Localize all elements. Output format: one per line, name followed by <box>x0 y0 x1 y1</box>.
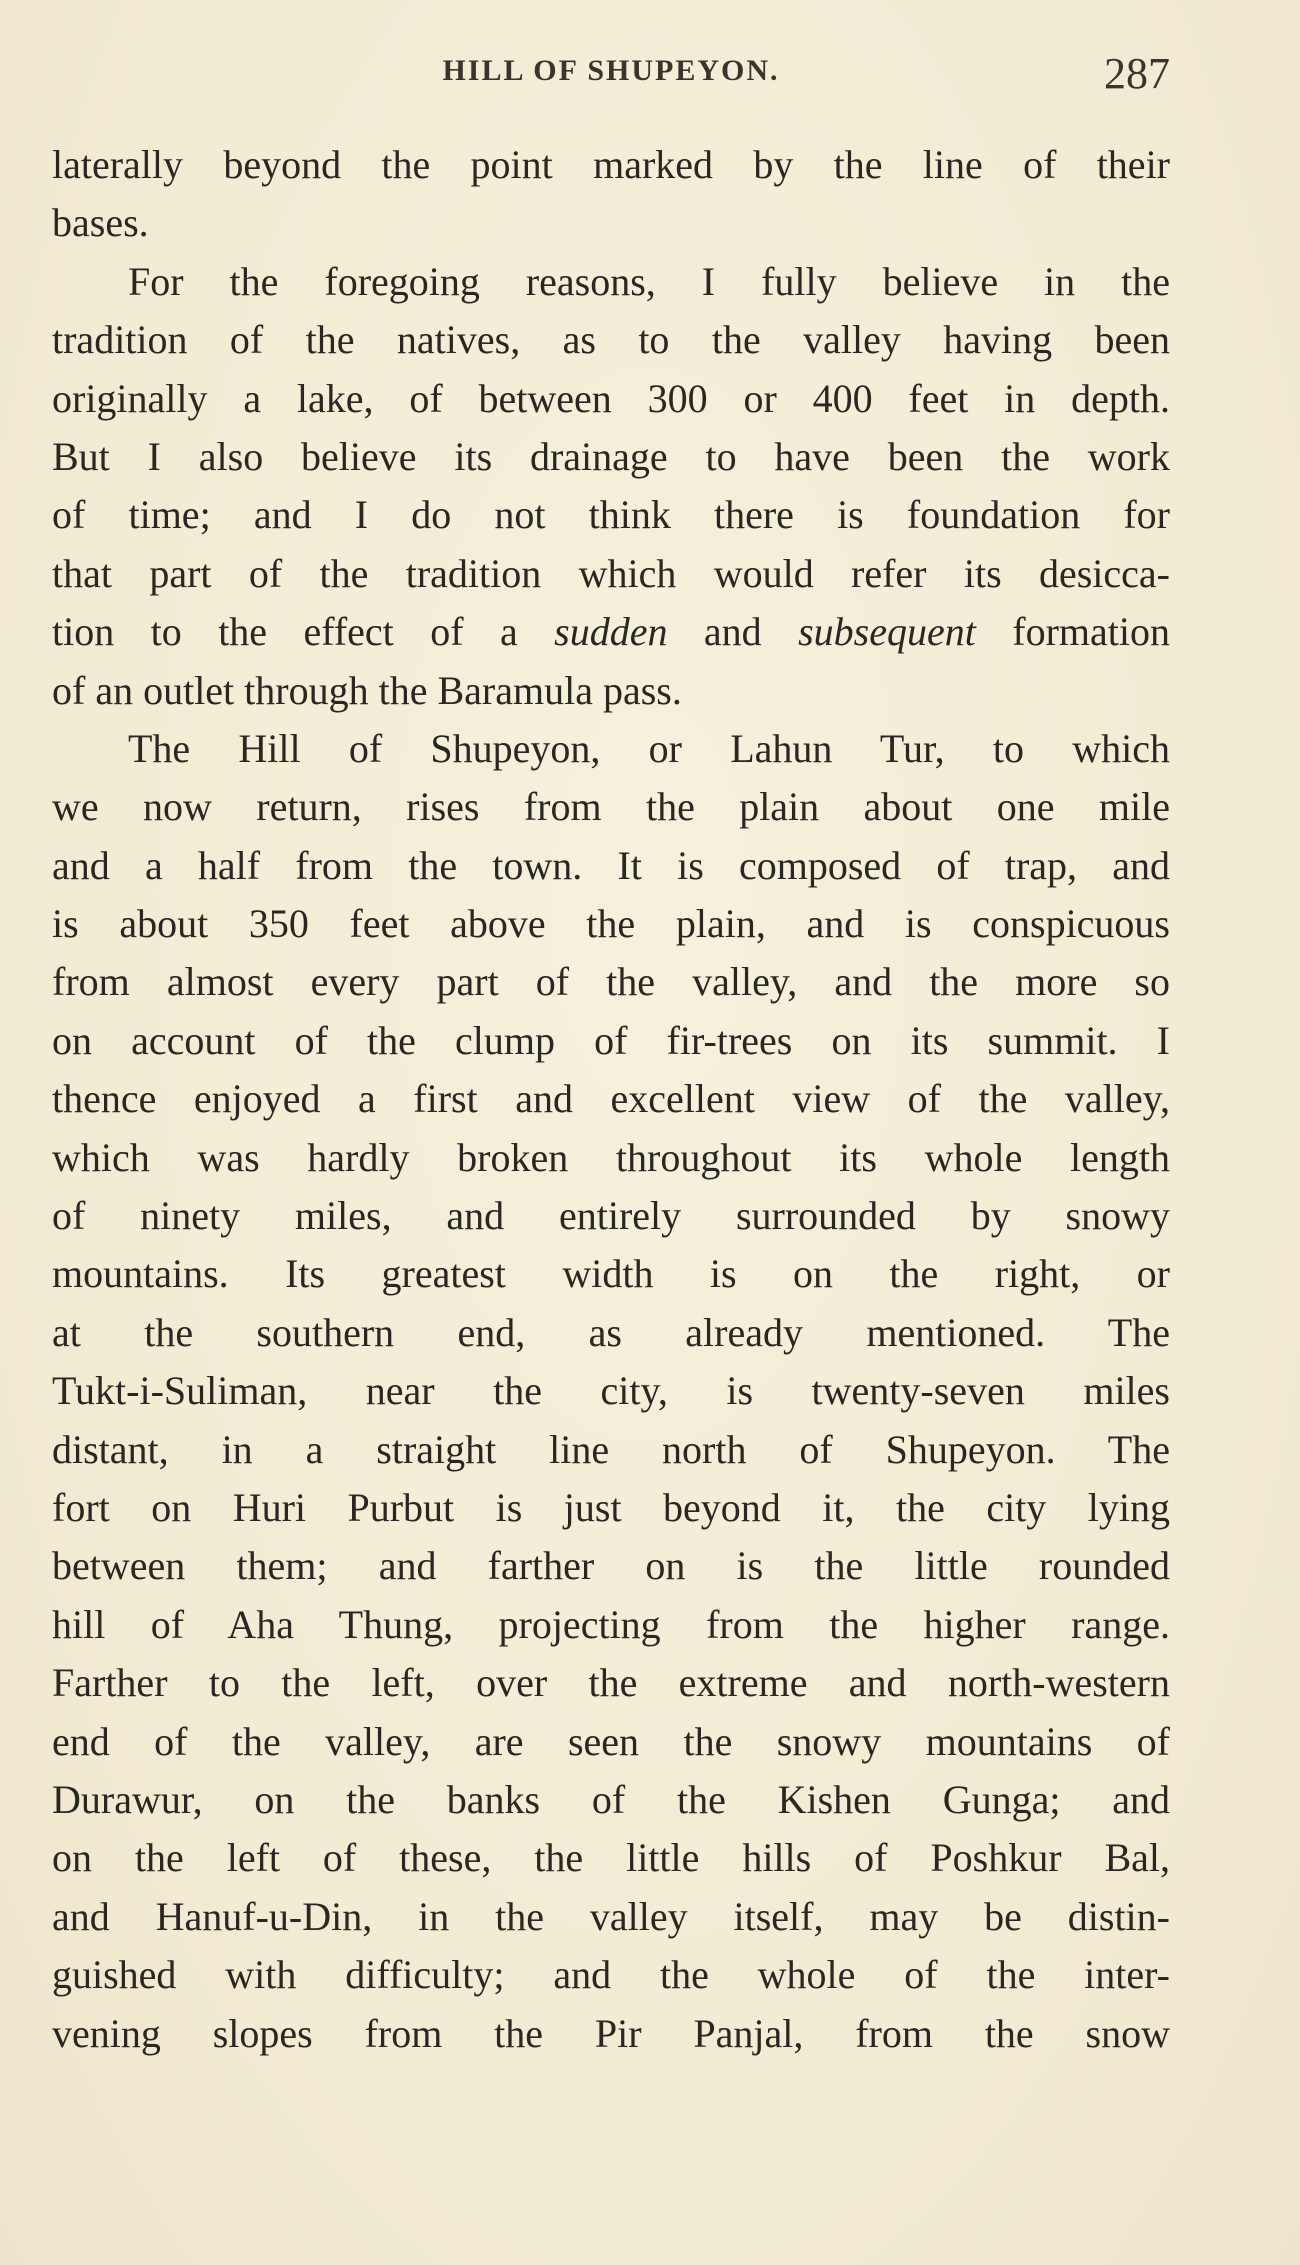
text-line: thence enjoyed a first and excellent view of the valley, <box>52 1076 1170 1122</box>
text-line: that part of the tradition which would refer its desicca- <box>52 550 1170 596</box>
text-line: The Hill of Shupeyon, or Lahun Tur, to which <box>128 725 1170 771</box>
line-text: tion to the effect of a <box>52 609 555 655</box>
text-line: guished with difficulty; and the whole of the inter- <box>52 1952 1170 1998</box>
text-line: we now return, rises from the plain about one mile <box>52 784 1170 830</box>
text-line: Farther to the left, over the extreme and north-western <box>52 1660 1170 1706</box>
text-line: of ninety miles, and entirely surrounded by snowy <box>52 1193 1170 1239</box>
body-text <box>52 136 1170 2063</box>
text-line: originally a lake, of between 300 or 400 feet in depth. <box>52 375 1170 421</box>
text-line: distant, in a straight line north of Shupeyon. The <box>52 1426 1170 1472</box>
running-head: HILL OF SHUPEYON. <box>442 54 780 87</box>
text-line: from almost every part of the valley, and the more so <box>52 959 1170 1005</box>
text-line: bases. <box>52 200 149 246</box>
page-number: 287 <box>1104 49 1170 98</box>
text-line: For the foregoing reasons, I fully believe in the <box>128 258 1170 304</box>
text-line: Durawur, on the banks of the Kishen Gunga; and <box>52 1776 1170 1822</box>
line-text: formation <box>975 609 1171 655</box>
text-line: on the left of these, the little hills of Poshkur Bal, <box>52 1835 1170 1881</box>
text-line: end of the valley, are seen the snowy mountains of <box>52 1718 1170 1764</box>
text-line: Tukt-i-Suliman, near the city, is twenty-seven miles <box>52 1368 1170 1414</box>
text-line: is about 350 feet above the plain, and is conspicuous <box>52 901 1170 947</box>
text-line: and a half from the town. It is composed of trap, and <box>52 842 1170 888</box>
italic-word: sudden <box>554 609 668 655</box>
text-line: and Hanuf-u-Din, in the valley itself, may be distin- <box>52 1893 1170 1939</box>
text-line: mountains. Its greatest width is on the right, or <box>52 1251 1170 1297</box>
text-line <box>52 603 1170 661</box>
text-line: at the southern end, as already mentioned. The <box>52 1309 1170 1355</box>
page-header <box>52 48 1170 108</box>
text-line: of an outlet through the Baramula pass. <box>52 667 682 713</box>
text-line: laterally beyond the point marked by the line of their <box>52 142 1170 187</box>
italic-word: subsequent <box>798 609 976 655</box>
text-line: vening slopes from the Pir Panjal, from the snow <box>52 2010 1170 2056</box>
text-line: which was hardly broken throughout its whole length <box>52 1134 1170 1180</box>
text-line: of time; and I do not think there is foundation for <box>52 492 1170 538</box>
text-line: on account of the clump of fir-trees on its summit. I <box>52 1017 1170 1063</box>
text-line: tradition of the natives, as to the valley having been <box>52 317 1170 363</box>
text-line: But I also believe its drainage to have been the work <box>52 433 1170 479</box>
text-line: hill of Aha Thung, projecting from the higher range. <box>52 1601 1170 1647</box>
line-text: and <box>667 609 799 655</box>
text-line: between them; and farther on is the little rounded <box>52 1543 1170 1589</box>
text-line: fort on Huri Purbut is just beyond it, the city lying <box>52 1484 1170 1530</box>
